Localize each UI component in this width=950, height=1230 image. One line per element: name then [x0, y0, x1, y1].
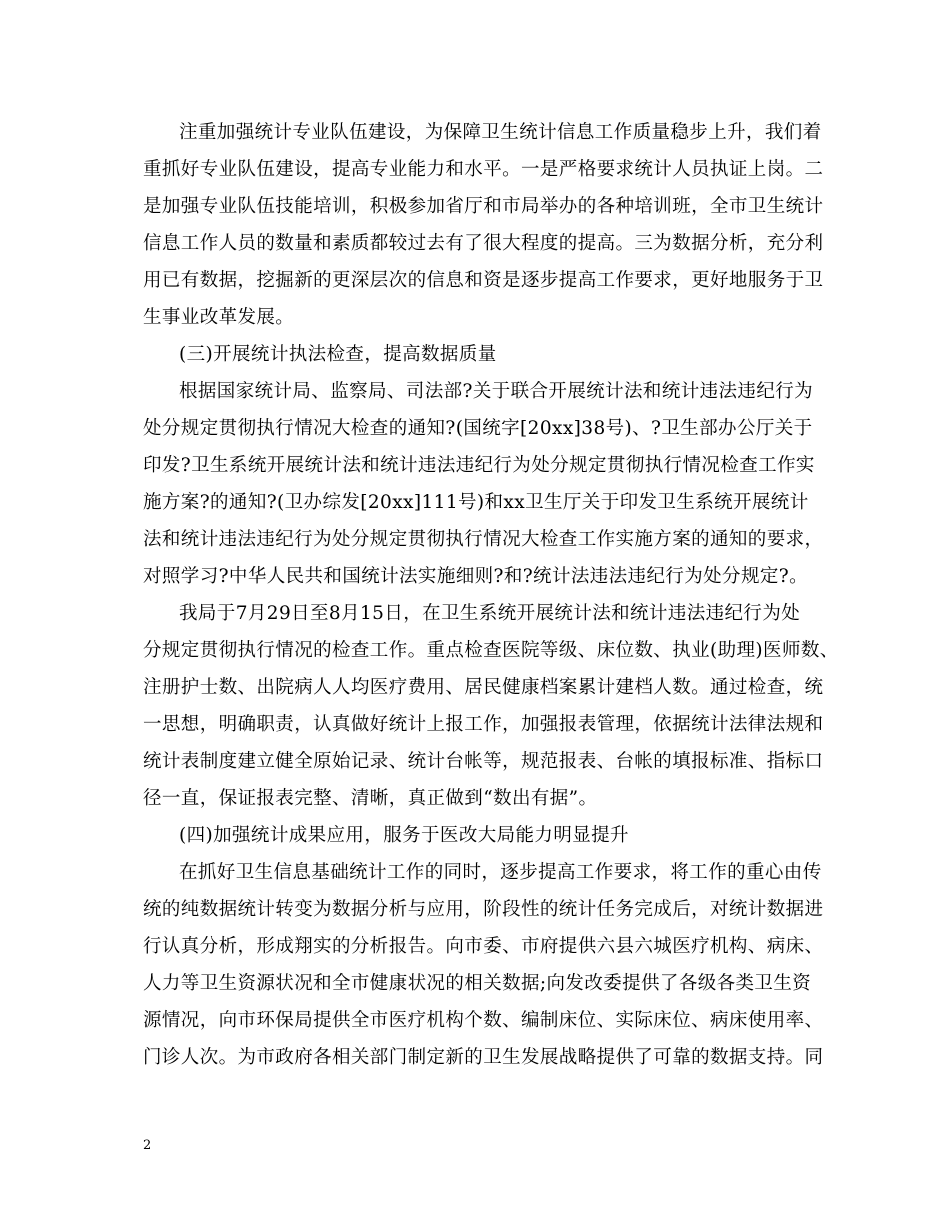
paragraph-3-line-4: 施方案?的通知?(卫办综发[20xx]111号)和xx卫生厅关于印发卫生系统开展统计: [143, 492, 809, 513]
paragraph-1-line-6: 生事业改革发展。: [143, 307, 295, 328]
paragraph-6-line-2: 统的纯数据统计转变为数据分析与应用，阶段性的统计任务完成后，对统计数据进: [143, 899, 824, 920]
section-heading-3: (三)开展统计执法检查，提高数据质量: [179, 344, 497, 365]
paragraph-6-line-1: 在抓好卫生信息基础统计工作的同时，逐步提高工作要求，将工作的重心由传: [179, 862, 822, 883]
paragraph-1-line-4: 信息工作人员的数量和素质都较过去有了很大程度的提高。三为数据分析，充分利: [143, 233, 824, 254]
paragraph-6-line-5: 源情况，向市环保局提供全市医疗机构个数、编制床位、实际床位、病床使用率、: [143, 1010, 824, 1031]
paragraph-1-line-3: 是加强专业队伍技能培训，积极参加省厅和市局举办的各种培训班，全市卫生统计: [143, 196, 824, 217]
paragraph-3-line-6: 对照学习?中华人民共和国统计法实施细则?和?统计法违法违纪行为处分规定?。: [143, 566, 808, 587]
paragraph-6-line-6: 门诊人次。为市政府各相关部门制定新的卫生发展战略提供了可靠的数据支持。同: [143, 1047, 824, 1068]
paragraph-4-line-6: 径一直，保证报表完整、清晰，真正做到“数出有据”。: [143, 788, 598, 809]
paragraph-6-line-3: 行认真分析，形成翔实的分析报告。向市委、市府提供六县六城医疗机构、病床、: [143, 936, 824, 957]
page-number: 2: [143, 1138, 152, 1153]
paragraph-6-line-4: 人力等卫生资源状况和全市健康状况的相关数据;向发改委提供了各级各类卫生资: [143, 973, 812, 994]
paragraph-3-line-5: 法和统计违法违纪行为处分规定贯彻执行情况大检查工作实施方案的通知的要求，: [143, 529, 824, 550]
paragraph-3-line-1: 根据国家统计局、监察局、司法部?关于联合开展统计法和统计违法违纪行为: [179, 381, 814, 402]
paragraph-4-line-4: 一思想，明确职责，认真做好统计上报工作，加强报表管理，依据统计法律法规和: [143, 714, 824, 735]
section-heading-4: (四)加强统计成果应用，服务于医改大局能力明显提升: [179, 825, 629, 846]
paragraph-4-line-2: 分规定贯彻执行情况的检查工作。重点检查医院等级、床位数、执业(助理)医师数、: [143, 640, 839, 661]
paragraph-1-line-1: 注重加强统计专业队伍建设，为保障卫生统计信息工作质量稳步上升，我们着: [179, 122, 822, 143]
paragraph-3-line-2: 处分规定贯彻执行情况大检查的通知?(国统字[20xx]38号)、?卫生部办公厅关于: [143, 418, 813, 439]
paragraph-4-line-3: 注册护士数、出院病人人均医疗费用、居民健康档案累计建档人数。通过检查，统: [143, 677, 824, 698]
paragraph-1-line-2: 重抓好专业队伍建设，提高专业能力和水平。一是严格要求统计人员执证上岗。二: [143, 159, 824, 180]
paragraph-1-line-5: 用已有数据，挖掘新的更深层次的信息和资是逐步提高工作要求，更好地服务于卫: [143, 270, 824, 291]
paragraph-3-line-3: 印发?卫生系统开展统计法和统计违法违纪行为处分规定贯彻执行情况检查工作实: [143, 455, 815, 476]
paragraph-4-line-5: 统计表制度建立健全原始记录、统计台帐等，规范报表、台帐的填报标准、指标口: [143, 751, 824, 772]
paragraph-4-line-1: 我局于7月29日至8月15日，在卫生系统开展统计法和统计违法违纪行为处: [179, 603, 801, 624]
